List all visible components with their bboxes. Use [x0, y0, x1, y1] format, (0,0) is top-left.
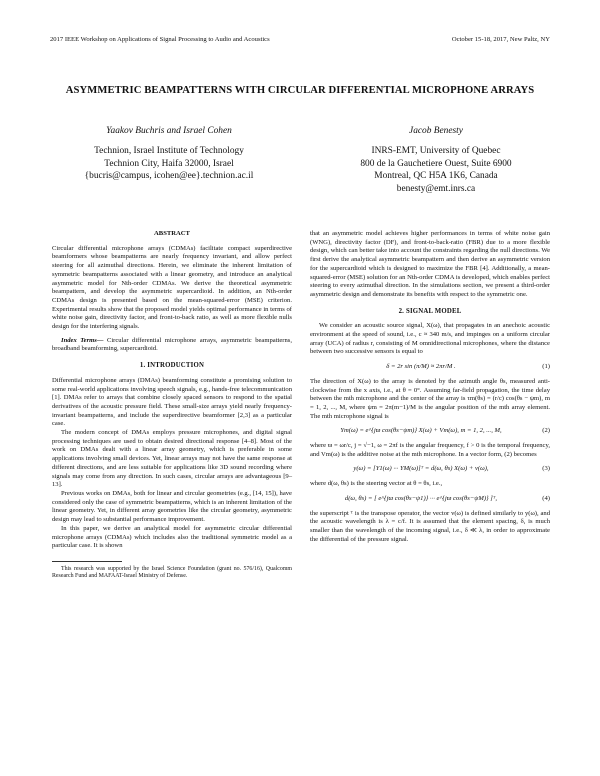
equation-1: [310, 363, 550, 372]
author-names: Jacob Benesty: [409, 126, 463, 136]
index-terms-text: Circular differential microphone arrays, asymmetric beampatterns, broadband beamforming, supercardioid.: [52, 336, 292, 353]
equation-body: d(ω, θs) = [ e^{jϖ cos(θs−ψ1)} ··· e^{jϖ cos(θs−ψM)} ]ᵀ,: [344, 494, 498, 502]
equation-4: [310, 495, 550, 504]
affiliation-line: Technion City, Haifa 32000, Israel: [104, 158, 234, 169]
author-block-right: [316, 125, 556, 195]
paragraph: Previous works on DMAs, both for linear and circular geometries (e.g., [14, 15]), have considered only the case of symmetric beampatterns, which is an inherent limitation of the linear geometry. Yet, in different array geometries like the circular geometry, asymmetric design may lead to substantial performance improvement.: [52, 489, 292, 524]
affiliation-line: 800 de la Gauchetiere Ouest, Suite 6900: [360, 158, 512, 169]
paper-title: ASYMMETRIC BEAMPATTERNS WITH CIRCULAR DIFFERENTIAL MICROPHONE ARRAYS: [65, 85, 535, 96]
section-heading-introduction: 1. INTRODUCTION: [139, 362, 205, 370]
equation-number: (1): [542, 363, 550, 371]
equation-2: [310, 427, 550, 436]
author-email: benesty@emt.inrs.ca: [396, 183, 476, 194]
paragraph: where d(ω, θs) is the steering vector at θ = θs, i.e.,: [310, 480, 443, 488]
affiliation-line: Montreal, QC H5A 1K6, Canada: [374, 171, 498, 182]
running-header-right: October 15-18, 2017, New Paltz, NY: [451, 36, 550, 43]
equation-number: (4): [542, 494, 550, 502]
right-column: [310, 230, 550, 544]
affiliation-line: INRS-EMT, University of Quebec: [371, 146, 501, 157]
footnote-rule: [52, 561, 122, 562]
running-header-left: 2017 IEEE Workshop on Applications of Signal Processing to Audio and Acoustics: [50, 36, 270, 43]
affiliation-line: Technion, Israel Institute of Technology: [94, 146, 244, 157]
paragraph: Differential microphone arrays (DMAs) beamforming constitute a promising solution to some real-world applications involving speech signals, e.g., hands-free telecommunication [1]. DMAs refer to arrays that combine closely spaced sensors to respond to the spatial derivatives of the acoustic pressure field. These small-size arrays yield nearly frequency-invariant beampatterns, and include the superdirective beamformer [2,3] as a particular case.: [52, 376, 292, 428]
left-column: [52, 230, 292, 581]
author-block-left: [44, 125, 294, 183]
footnote: This research was supported by the Israel Science Foundation (grant no. 576/16), Qualcomm Research Fund and MAFAAT-Israel Ministry of Defense.: [52, 565, 292, 580]
section-heading-signal-model: 2. SIGNAL MODEL: [398, 307, 462, 315]
equation-body: δ = 2r sin (π/M) ≈ 2πr/M .: [386, 363, 456, 371]
paragraph: where ϖ = ωr/c, j = √−1, ω = 2πf is the angular frequency, f > 0 is the temporal frequency, and Vm(ω) is the additive noise at the mth microphone. In a vector form, (2) becomes: [310, 442, 550, 458]
author-names: Yaakov Buchris and Israel Cohen: [106, 126, 232, 136]
paragraph: We consider an acoustic source signal, X(ω), that propagates in an anechoic acoustic environment at the speed of sound, i.e., c ≈ 340 m/s, and impinges on a uniform circular array (UCA) of radius r, consisting of M omnidirectional microphones, where the distance between two successive sensors is equal to: [310, 322, 550, 356]
abstract-text: Circular differential microphone arrays (CDMAs) facilitate compact superdirective beamformers whose beampatterns are nearly frequency invariant, and allow perfect steering for all azimuthal directions. Herein, we eliminate the inherent limitation of symmetric beampatterns associated with a linear geometry, and introduce an analytical asymmetric model for Nth-order CDMAs. We derive the theoretical asymmetric beampattern, and develop the asymmetric supercardioid. In addition, an Nth-order CDMAs design is presented based on the mean-squared-error (MSE) criterion. Experimental results show that the proposed model yields optimal performance in terms of white noise gain, directivity factor, and front-to-back ratio, as well as more flexible nulls design for the interfering signals.: [52, 244, 292, 331]
index-terms: [52, 337, 292, 354]
equation-number: (3): [542, 465, 550, 473]
paragraph: The direction of X(ω) to the array is denoted by the azimuth angle θs, measured anti-clockwise from the x axis, i.e., at θ = 0°. Assuming far-field propagation, the time delay between the mth microphone and the center of the array is τm(θs) = (r/c) cos(θs − ψm), m = 1, 2, ..., M, where ψm = 2π(m−1)/M is the angular position of the mth array element. The mth microphone signal is: [310, 377, 550, 420]
index-terms-label: Index Terms—: [61, 336, 104, 344]
paragraph: In this paper, we derive an analytical model for asymmetric circular differential microphone arrays (CDMAs) which includes also the traditional symmetric model as a particular case. It is shown: [52, 524, 292, 550]
author-email: {bucris@campus, icohen@ee}.technion.ac.il: [84, 171, 254, 182]
equation-number: (2): [542, 427, 550, 435]
abstract-heading: ABSTRACT: [154, 230, 190, 237]
equation-body: Ym(ω) = e^{jϖ cos(θs−ψm)} X(ω) + Vm(ω), m = 1, 2, ..., M,: [340, 427, 502, 435]
paragraph: that an asymmetric model achieves higher performances in terms of white noise gain (WNG), directivity factor (DF), and front-to-back-ratio (FBR) due to a more flexible design, which can better take into account the constraints regarding the null directions. We first derive the analytical asymmetric beampattern and then derive an asymmetric version for the supercardioid which is designed to maximize the FBR [4]. Additionally, a mean-squared-error (MSE) solution for an Nth-order CDMA is developed, which enables perfect steering to every azimuthal direction. In the simulations section, we present a third-order asymmetric design and demonstrate its benefits with respect to the symmetric one.: [310, 230, 550, 298]
paragraph: the superscript ᵀ is the transpose operator, the vector v(ω) is defined similarly to y(ω), and the acoustic wavelength is λ = c/f. It is assumed that the element spacing, δ, is much smaller than the wavelength of the incoming signal, i.e., δ ≪ λ, in order to approximate the differential of the pressure signal.: [310, 509, 550, 543]
paragraph: The modern concept of DMAs employs pressure microphones, and digital signal processing techniques are used to obtain desired directional response [4–8]. Most of the work on DMAs dealt with a linear array geometry, which is preferable in some applications involving small devices. Yet, linear arrays may not have the same response at different directions, and are less suitable for applications like 3D sound recording where signals may come from any direction. In such cases, circular arrays are advantageous [9–13].: [52, 429, 292, 489]
equation-3: [310, 465, 550, 474]
equation-body: y(ω) = [Y1(ω) ··· YM(ω)]ᵀ = d(ω, θs) X(ω) + v(ω),: [353, 465, 489, 473]
